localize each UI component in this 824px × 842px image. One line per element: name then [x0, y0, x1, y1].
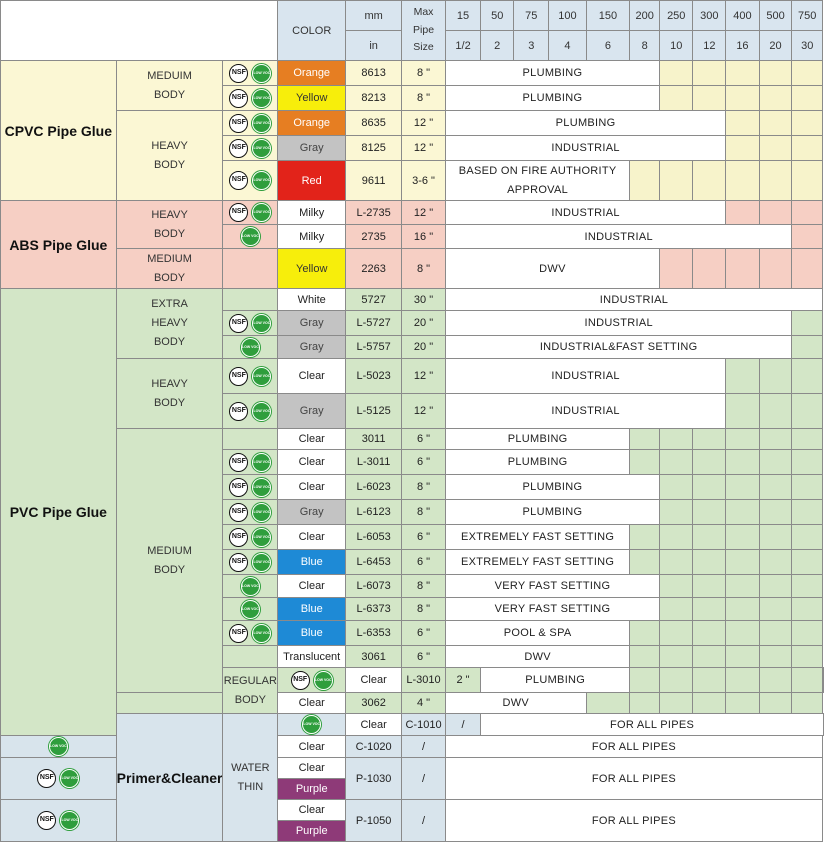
category-pvc: PVC Pipe Glue [1, 289, 117, 736]
cert-badges [223, 161, 278, 201]
low-voc-icon [241, 227, 260, 246]
max-pipe-size: 6 " [402, 525, 446, 550]
low-voc-icon [302, 715, 321, 734]
low-voc-icon [252, 139, 271, 158]
glue-color: Blue [278, 598, 346, 621]
application: INDUSTRIAL [445, 225, 791, 249]
application: PLUMBING [445, 450, 629, 475]
application: INDUSTRIAL&FAST SETTING [445, 336, 791, 359]
max-pipe-size: 8 " [402, 500, 446, 525]
cert-badges [223, 646, 278, 668]
size-mm: 75 [514, 1, 549, 31]
application: INDUSTRIAL [445, 289, 822, 311]
cert-badges [223, 86, 278, 111]
low-voc-icon [252, 64, 271, 83]
product-code: 8613 [346, 61, 402, 86]
low-voc-icon [241, 600, 260, 619]
low-voc-icon [252, 114, 271, 133]
application: DWV [445, 249, 659, 289]
max-pipe-size: / [402, 736, 446, 758]
nsf-certification-icon [229, 453, 248, 472]
max-pipe-size: 8 " [402, 475, 446, 500]
size-mm: 200 [630, 1, 660, 31]
product-code: 3062 [346, 693, 402, 714]
max-pipe-size: / [445, 714, 480, 736]
nsf-certification-icon [291, 671, 310, 690]
product-code: L-5727 [346, 311, 402, 336]
max-pipe-size: 12 " [402, 111, 446, 136]
glue-color: Gray [278, 500, 346, 525]
glue-color: Clear [278, 429, 346, 450]
low-voc-icon [314, 671, 333, 690]
glue-color: Translucent [278, 646, 346, 668]
cert-badges [223, 429, 278, 450]
application: INDUSTRIAL [445, 311, 791, 336]
size-mm: 150 [586, 1, 630, 31]
glue-color: Clear [278, 359, 346, 394]
nsf-certification-icon [229, 203, 248, 222]
body-type: HEAVY BODY [116, 359, 223, 429]
application: PLUMBING [445, 500, 659, 525]
low-voc-icon [241, 577, 260, 596]
category-primer-cleaner: Primer&Cleaner [116, 714, 223, 842]
application: EXTREMELY FAST SETTING [445, 550, 629, 575]
max-pipe-size: 8 " [402, 598, 446, 621]
cert-badges [223, 550, 278, 575]
size-mm: 250 [660, 1, 693, 31]
nsf-certification-icon [229, 89, 248, 108]
cert-badges [223, 289, 278, 311]
product-code: 5727 [346, 289, 402, 311]
product-code: 8125 [346, 136, 402, 161]
body-type: EXTRA HEAVY BODY [116, 289, 223, 359]
application: DWV [445, 646, 629, 668]
nsf-certification-icon [229, 314, 248, 333]
application: BASED ON FIRE AUTHORITY APPROVAL [445, 161, 629, 201]
max-pipe-size: 6 " [402, 646, 446, 668]
max-pipe-size: 8 " [402, 61, 446, 86]
cert-badges [1, 800, 117, 842]
glue-color: Clear [346, 668, 402, 693]
product-code: 8213 [346, 86, 402, 111]
application: EXTREMELY FAST SETTING [445, 525, 629, 550]
product-code: P-1050 [346, 800, 402, 842]
low-voc-icon [252, 203, 271, 222]
low-voc-icon [252, 171, 271, 190]
cert-badges [223, 598, 278, 621]
cert-badges [223, 336, 278, 359]
application: POOL & SPA [445, 621, 629, 646]
glue-color: Clear [278, 475, 346, 500]
size-in: 1/2 [445, 31, 480, 61]
low-voc-icon [252, 453, 271, 472]
glue-color: Blue [278, 621, 346, 646]
size-mm: 400 [726, 1, 759, 31]
body-type: WATER THIN [223, 714, 278, 842]
product-code: L-3010 [402, 668, 446, 693]
max-pipe-size: 8 " [402, 249, 446, 289]
product-code: P-1030 [346, 758, 402, 800]
low-voc-icon [60, 769, 79, 788]
product-code: L-6353 [346, 621, 402, 646]
size-mm: 300 [693, 1, 726, 31]
max-pipe-size: / [402, 800, 446, 842]
cert-badges [223, 61, 278, 86]
application: DWV [445, 693, 586, 714]
size-in: 6 [586, 31, 630, 61]
glue-color: Yellow [278, 249, 346, 289]
glue-color: Purple [278, 779, 346, 800]
product-code: L-6373 [346, 598, 402, 621]
cert-badges [223, 136, 278, 161]
application: PLUMBING [445, 111, 725, 136]
size-mm: 100 [549, 1, 586, 31]
body-type: MEDIUM BODY [116, 249, 223, 289]
category-cpvc: CPVC Pipe Glue [1, 61, 117, 201]
low-voc-icon [252, 503, 271, 522]
max-pipe-size: 4 " [402, 693, 446, 714]
product-code: L-6073 [346, 575, 402, 598]
body-type: REGULAR BODY [223, 668, 278, 714]
max-pipe-size: 20 " [402, 336, 446, 359]
product-code: C-1020 [346, 736, 402, 758]
application: PLUMBING [445, 475, 659, 500]
size-in: 20 [759, 31, 792, 61]
cert-badges [1, 758, 117, 800]
low-voc-icon [252, 478, 271, 497]
low-voc-icon [252, 553, 271, 572]
application: FOR ALL PIPES [445, 800, 822, 842]
max-pipe-size: 6 " [402, 429, 446, 450]
max-pipe-size: 8 " [402, 86, 446, 111]
product-code: 2735 [346, 225, 402, 249]
nsf-certification-icon [229, 478, 248, 497]
max-pipe-size: 2 " [445, 668, 480, 693]
header-mm: mm [346, 1, 402, 31]
max-pipe-size: 6 " [402, 450, 446, 475]
max-pipe-size: 12 " [402, 136, 446, 161]
max-pipe-size: / [402, 758, 446, 800]
size-in: 10 [660, 31, 693, 61]
glue-color: Red [278, 161, 346, 201]
glue-color: Clear [278, 575, 346, 598]
product-code: L-5125 [346, 394, 402, 429]
product-code: L-3011 [346, 450, 402, 475]
glue-color: Clear [278, 525, 346, 550]
cert-badges [223, 311, 278, 336]
low-voc-icon [49, 737, 68, 756]
header-in: in [346, 31, 402, 61]
low-voc-icon [252, 624, 271, 643]
glue-color: Clear [278, 693, 346, 714]
cert-badges [223, 575, 278, 598]
size-mm: 15 [445, 1, 480, 31]
body-type: HEAVY BODY [116, 201, 223, 249]
max-pipe-size: 6 " [402, 550, 446, 575]
size-in: 30 [792, 31, 823, 61]
cert-badges [223, 525, 278, 550]
low-voc-icon [60, 811, 79, 830]
application: VERY FAST SETTING [445, 598, 659, 621]
size-in: 4 [549, 31, 586, 61]
application: PLUMBING [445, 61, 659, 86]
max-pipe-size: 16 " [402, 225, 446, 249]
product-code: 9611 [346, 161, 402, 201]
cert-badges [223, 500, 278, 525]
max-pipe-size: 8 " [402, 575, 446, 598]
product-code: L-5023 [346, 359, 402, 394]
nsf-certification-icon [229, 64, 248, 83]
glue-color: Gray [278, 136, 346, 161]
cert-badges [278, 714, 346, 736]
cert-badges [223, 475, 278, 500]
max-pipe-size: 6 " [402, 621, 446, 646]
application: INDUSTRIAL [445, 136, 725, 161]
application: FOR ALL PIPES [445, 736, 822, 758]
header-blank [1, 1, 278, 61]
low-voc-icon [241, 338, 260, 357]
size-in: 12 [693, 31, 726, 61]
max-pipe-size: 12 " [402, 201, 446, 225]
product-code: L-6053 [346, 525, 402, 550]
cert-badges [223, 394, 278, 429]
nsf-certification-icon [229, 114, 248, 133]
application: PLUMBING [445, 429, 629, 450]
product-code: C-1010 [402, 714, 446, 736]
size-in: 16 [726, 31, 759, 61]
glue-color: Purple [278, 821, 346, 842]
low-voc-icon [252, 367, 271, 386]
low-voc-icon [252, 402, 271, 421]
low-voc-icon [252, 314, 271, 333]
application: PLUMBING [445, 86, 659, 111]
cert-badges [223, 621, 278, 646]
glue-color: Milky [278, 201, 346, 225]
cert-badges [116, 693, 223, 714]
nsf-certification-icon [229, 171, 248, 190]
body-type: MEDUIM BODY [116, 61, 223, 111]
product-code: L-6123 [346, 500, 402, 525]
size-in: 3 [514, 31, 549, 61]
product-code: 8635 [346, 111, 402, 136]
cert-badges [223, 111, 278, 136]
body-type: HEAVY BODY [116, 111, 223, 201]
product-code: 2263 [346, 249, 402, 289]
glue-color: Clear [278, 450, 346, 475]
max-pipe-size: 30 " [402, 289, 446, 311]
size-mm: 50 [481, 1, 514, 31]
nsf-certification-icon [229, 528, 248, 547]
nsf-certification-icon [229, 367, 248, 386]
cert-badges [223, 225, 278, 249]
nsf-certification-icon [229, 402, 248, 421]
glue-color: White [278, 289, 346, 311]
max-pipe-size: 12 " [402, 394, 446, 429]
glue-color: Gray [278, 394, 346, 429]
cert-badges [223, 450, 278, 475]
max-pipe-size: 20 " [402, 311, 446, 336]
glue-color: Gray [278, 311, 346, 336]
application: INDUSTRIAL [445, 201, 725, 225]
size-in: 2 [481, 31, 514, 61]
cert-badges [1, 736, 117, 758]
body-type: MEDIUM BODY [116, 429, 223, 693]
size-in: 8 [630, 31, 660, 61]
nsf-certification-icon [37, 811, 56, 830]
header-color: COLOR [278, 1, 346, 61]
product-code: L-2735 [346, 201, 402, 225]
cert-badges [278, 668, 346, 693]
glue-color: Orange [278, 111, 346, 136]
product-code: L-6023 [346, 475, 402, 500]
glue-color: Yellow [278, 86, 346, 111]
glue-color: Clear [278, 758, 346, 779]
category-abs: ABS Pipe Glue [1, 201, 117, 289]
nsf-certification-icon [229, 503, 248, 522]
application: INDUSTRIAL [445, 359, 725, 394]
glue-color: Orange [278, 61, 346, 86]
glue-color: Clear [278, 800, 346, 821]
low-voc-icon [252, 89, 271, 108]
product-code: L-5757 [346, 336, 402, 359]
cert-badges [223, 249, 278, 289]
glue-color: Blue [278, 550, 346, 575]
low-voc-icon [252, 528, 271, 547]
product-code: 3011 [346, 429, 402, 450]
cert-badges [223, 359, 278, 394]
application: FOR ALL PIPES [481, 714, 824, 736]
glue-color: Milky [278, 225, 346, 249]
glue-color: Clear [278, 736, 346, 758]
application: INDUSTRIAL [445, 394, 725, 429]
header-max-pipe-size: Max Pipe Size [402, 1, 446, 61]
application: FOR ALL PIPES [445, 758, 822, 800]
nsf-certification-icon [37, 769, 56, 788]
product-code: L-6453 [346, 550, 402, 575]
glue-color: Clear [346, 714, 402, 736]
cert-badges [223, 201, 278, 225]
size-mm: 500 [759, 1, 792, 31]
nsf-certification-icon [229, 553, 248, 572]
max-pipe-size: 3-6 " [402, 161, 446, 201]
nsf-certification-icon [229, 139, 248, 158]
glue-color: Gray [278, 336, 346, 359]
nsf-certification-icon [229, 624, 248, 643]
product-code: 3061 [346, 646, 402, 668]
size-mm: 750 [792, 1, 823, 31]
application: PLUMBING [481, 668, 630, 693]
max-pipe-size: 12 " [402, 359, 446, 394]
application: VERY FAST SETTING [445, 575, 659, 598]
